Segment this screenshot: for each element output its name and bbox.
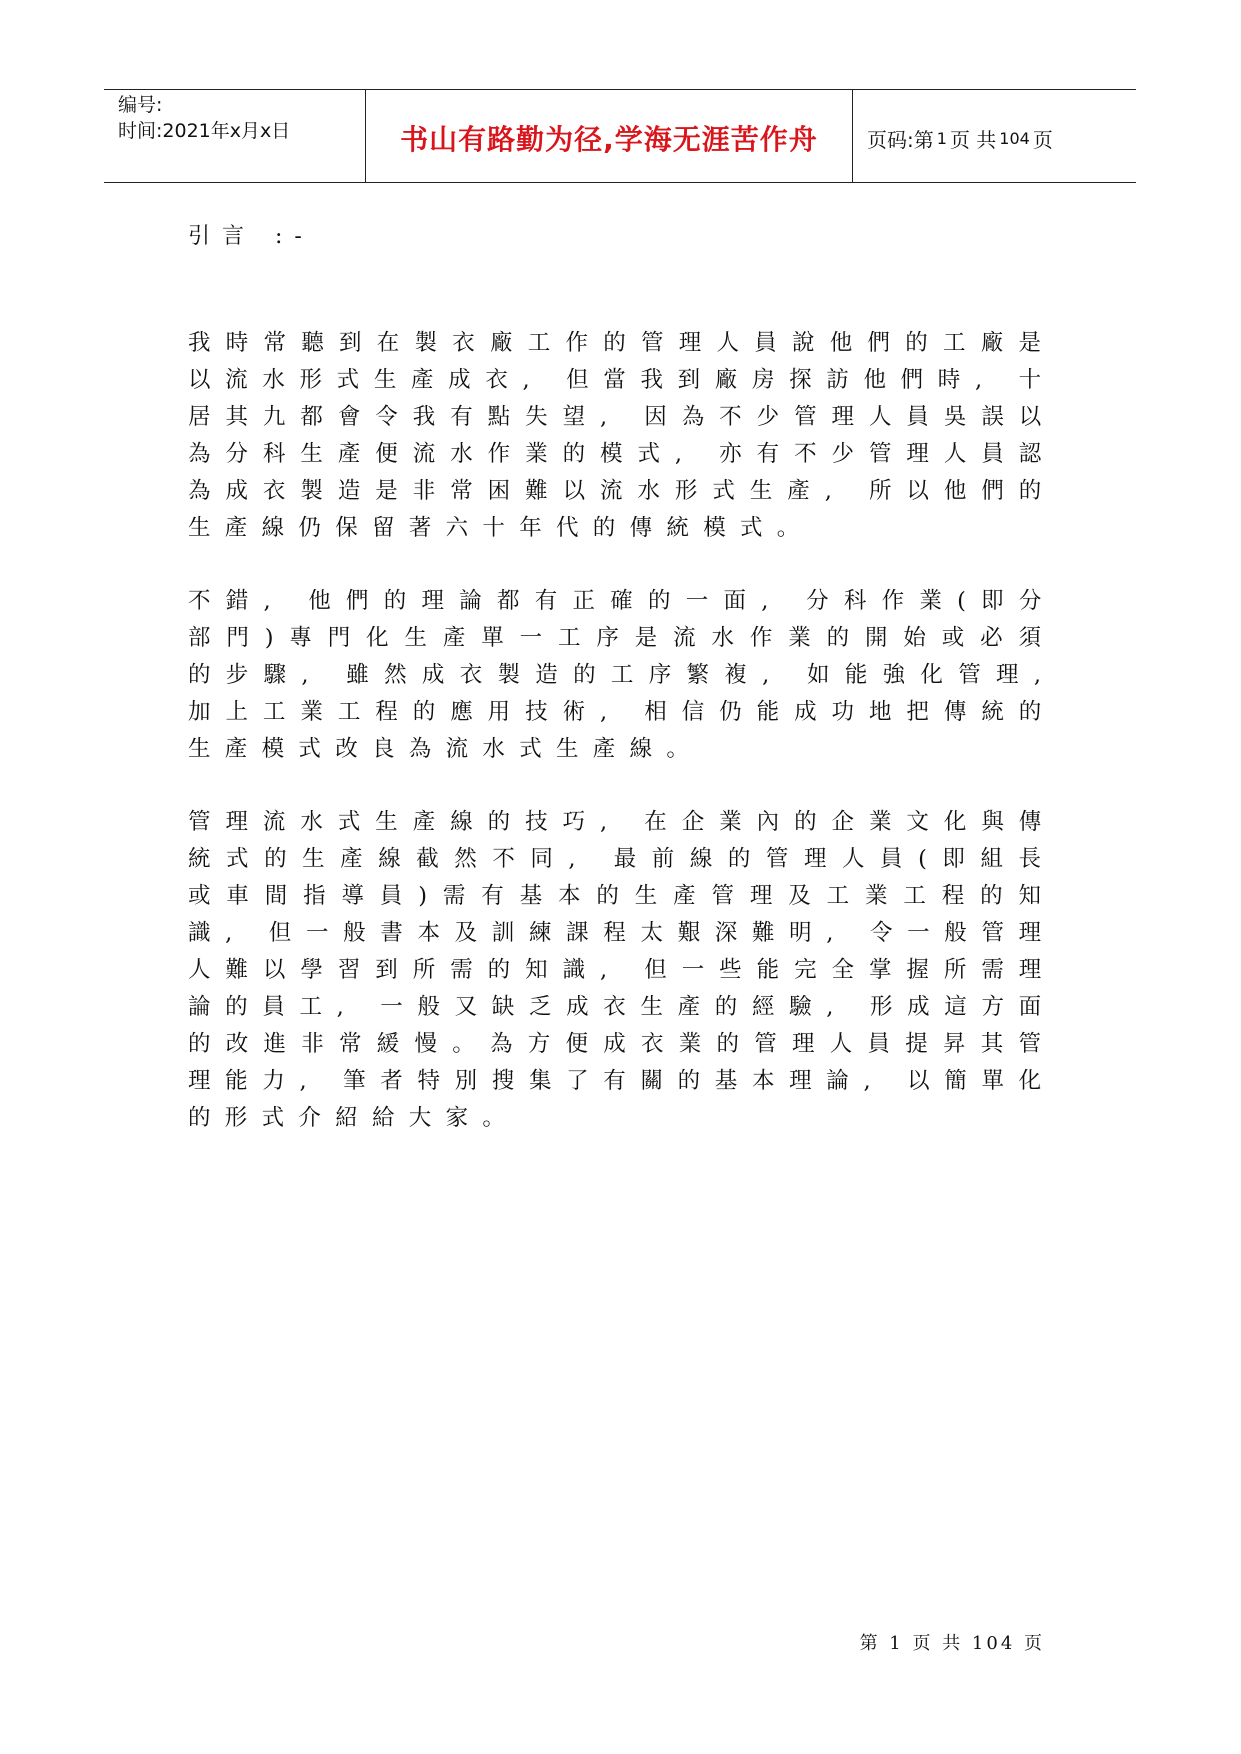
text-line: 或車間指導員)需有基本的生產管理及工業工程的知 (188, 883, 1057, 909)
page-suffix: 页 (1032, 127, 1053, 152)
text-line: 以流水形式生產成衣, 但當我到廠房探訪他們時, 十 (188, 367, 1056, 393)
text-line: 人難以學習到所需的知識, 但一些能完全掌握所需理 (188, 957, 1057, 983)
intro-heading: 引言 :- (188, 224, 314, 249)
page-current: 1 (936, 128, 947, 148)
text-line: 的步驟, 雖然成衣製造的工序繁複, 如能強化管理, (188, 662, 1057, 688)
page-mid: 页 共 (949, 127, 997, 152)
header-meta (104, 90, 366, 182)
text-line: 的形式介紹給大家。 (188, 1105, 520, 1131)
document-number-label: 编号: (118, 94, 163, 116)
text-line: 居其九都會令我有點失望, 因為不少管理人員吳誤以 (188, 404, 1057, 430)
text-line: 統式的生產線截然不同, 最前線的管理人員(即組長 (188, 846, 1057, 872)
text-line: 理能力, 筆者特別搜集了有關的基本理論, 以簡單化 (188, 1068, 1056, 1094)
paragraph-1 (188, 325, 1057, 547)
text-line: 論的員工, 一般又缺乏成衣生產的經驗, 形成這方面 (188, 994, 1056, 1020)
text-line: 我時常聽到在製衣廠工作的管理人員說他們的工廠是 (188, 330, 1057, 356)
document-body (188, 325, 1057, 1173)
text-line: 為成衣製造是非常困難以流水形式生產, 所以他們的 (188, 478, 1057, 504)
text-line: 生產模式改良為流水式生產線。 (188, 736, 704, 762)
text-line: 識, 但一般書本及訓練課程太艱深難明, 令一般管理 (188, 920, 1056, 946)
document-header (104, 89, 1136, 183)
text-line: 管理流水式生產線的技巧, 在企業內的企業文化與傳 (188, 809, 1057, 835)
page-total: 104 (999, 128, 1030, 148)
header-page-info (853, 90, 1136, 182)
paragraph-2 (188, 583, 1057, 768)
text-line: 為分科生產便流水作業的模式, 亦有不少管理人員認 (188, 441, 1057, 467)
text-line: 加上工業工程的應用技術, 相信仍能成功地把傳統的 (188, 699, 1057, 725)
page-prefix: 页码:第 (867, 127, 934, 152)
page-footer: 第 1 页 共 104 页 (859, 1633, 1045, 1654)
header-motto: 书山有路勤为径,学海无涯苦作舟 (366, 90, 853, 182)
text-line: 生產線仍保留著六十年代的傳統模式。 (188, 515, 814, 541)
text-line: 部門)專門化生產單一工序是流水作業的開始或必須 (188, 625, 1057, 651)
document-time: 时间:2021年x月x日 (118, 120, 291, 142)
text-line: 的改進非常緩慢。為方便成衣業的管理人員提昇其管 (188, 1031, 1057, 1057)
paragraph-3 (188, 804, 1057, 1137)
text-line: 不錯, 他們的理論都有正確的一面, 分科作業(即分 (188, 588, 1057, 614)
